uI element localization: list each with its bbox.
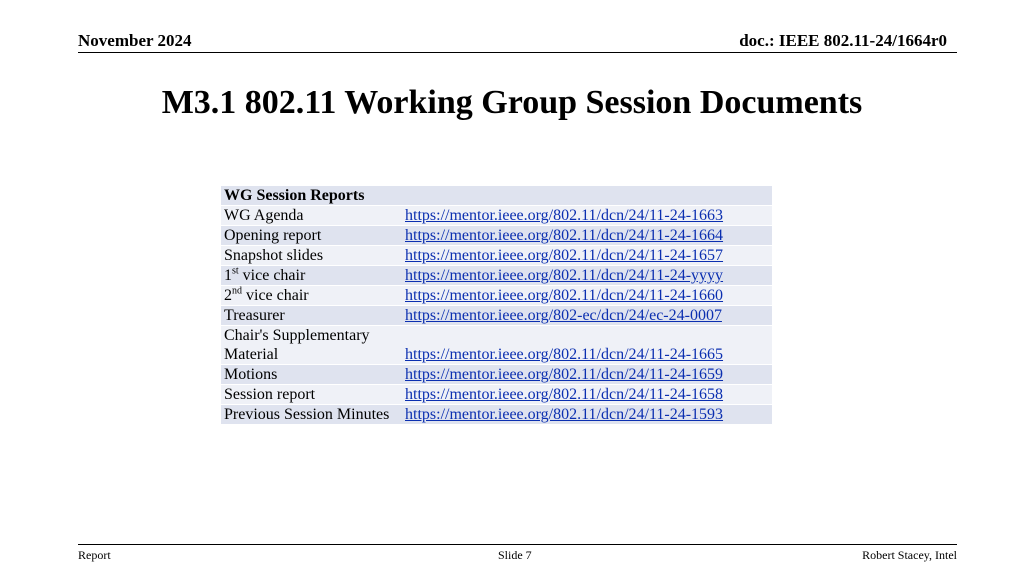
document-link[interactable]: https://mentor.ieee.org/802.11/dcn/24/11-24-1593 [405,406,724,423]
footer-left: Report [78,548,111,562]
table-row [221,385,772,405]
row-label: Session report [221,385,402,405]
document-link[interactable]: https://mentor.ieee.org/802.11/dcn/24/11-24-1660 [405,287,724,304]
row-label: 1st vice chair [221,266,402,286]
row-label: Chair's Supplementary Material [221,326,402,365]
document-link[interactable]: https://mentor.ieee.org/802.11/dcn/24/11-24-1663 [405,207,724,224]
header-date: November 2024 [78,31,192,50]
header-doc-id: doc.: IEEE 802.11-24/1664r0 [739,31,947,50]
row-label: Previous Session Minutes [221,405,402,425]
document-link[interactable]: https://mentor.ieee.org/802.11/dcn/24/11-24-yyyy [405,267,724,284]
table-row [221,286,772,306]
table-row [221,206,772,226]
document-link[interactable]: https://mentor.ieee.org/802.11/dcn/24/11-24-1657 [405,247,724,264]
table-heading: WG Session Reports [221,186,402,206]
table-row [221,266,772,286]
table-row [221,306,772,326]
document-link[interactable]: https://mentor.ieee.org/802.11/dcn/24/11-24-1658 [405,386,724,403]
row-label: Opening report [221,226,402,246]
table-row [221,405,772,425]
table-header-row [221,186,772,206]
row-label: WG Agenda [221,206,402,226]
footer-author: Robert Stacey, Intel [862,548,957,562]
table-heading-link-cell [402,186,772,206]
document-link[interactable]: https://mentor.ieee.org/802.11/dcn/24/11-24-1664 [405,227,724,244]
slide-title: M3.1 802.11 Working Group Session Documents [161,84,863,121]
slide-header [78,30,957,53]
document-link[interactable]: https://mentor.ieee.org/802.11/dcn/24/11-24-1659 [405,366,724,383]
session-reports-table [221,186,772,425]
table-row [221,246,772,266]
table-row [221,365,772,385]
table-row [221,226,772,246]
slide-footer [78,544,957,562]
table-row [221,326,772,365]
document-link[interactable]: https://mentor.ieee.org/802.11/dcn/24/11-24-1665 [405,346,724,363]
row-label: Motions [221,365,402,385]
slide-number: Slide 7 [498,548,532,562]
row-label: 2nd vice chair [221,286,402,306]
document-link[interactable]: https://mentor.ieee.org/802-ec/dcn/24/ec-24-0007 [405,307,722,324]
row-label: Treasurer [221,306,402,326]
row-label: Snapshot slides [221,246,402,266]
